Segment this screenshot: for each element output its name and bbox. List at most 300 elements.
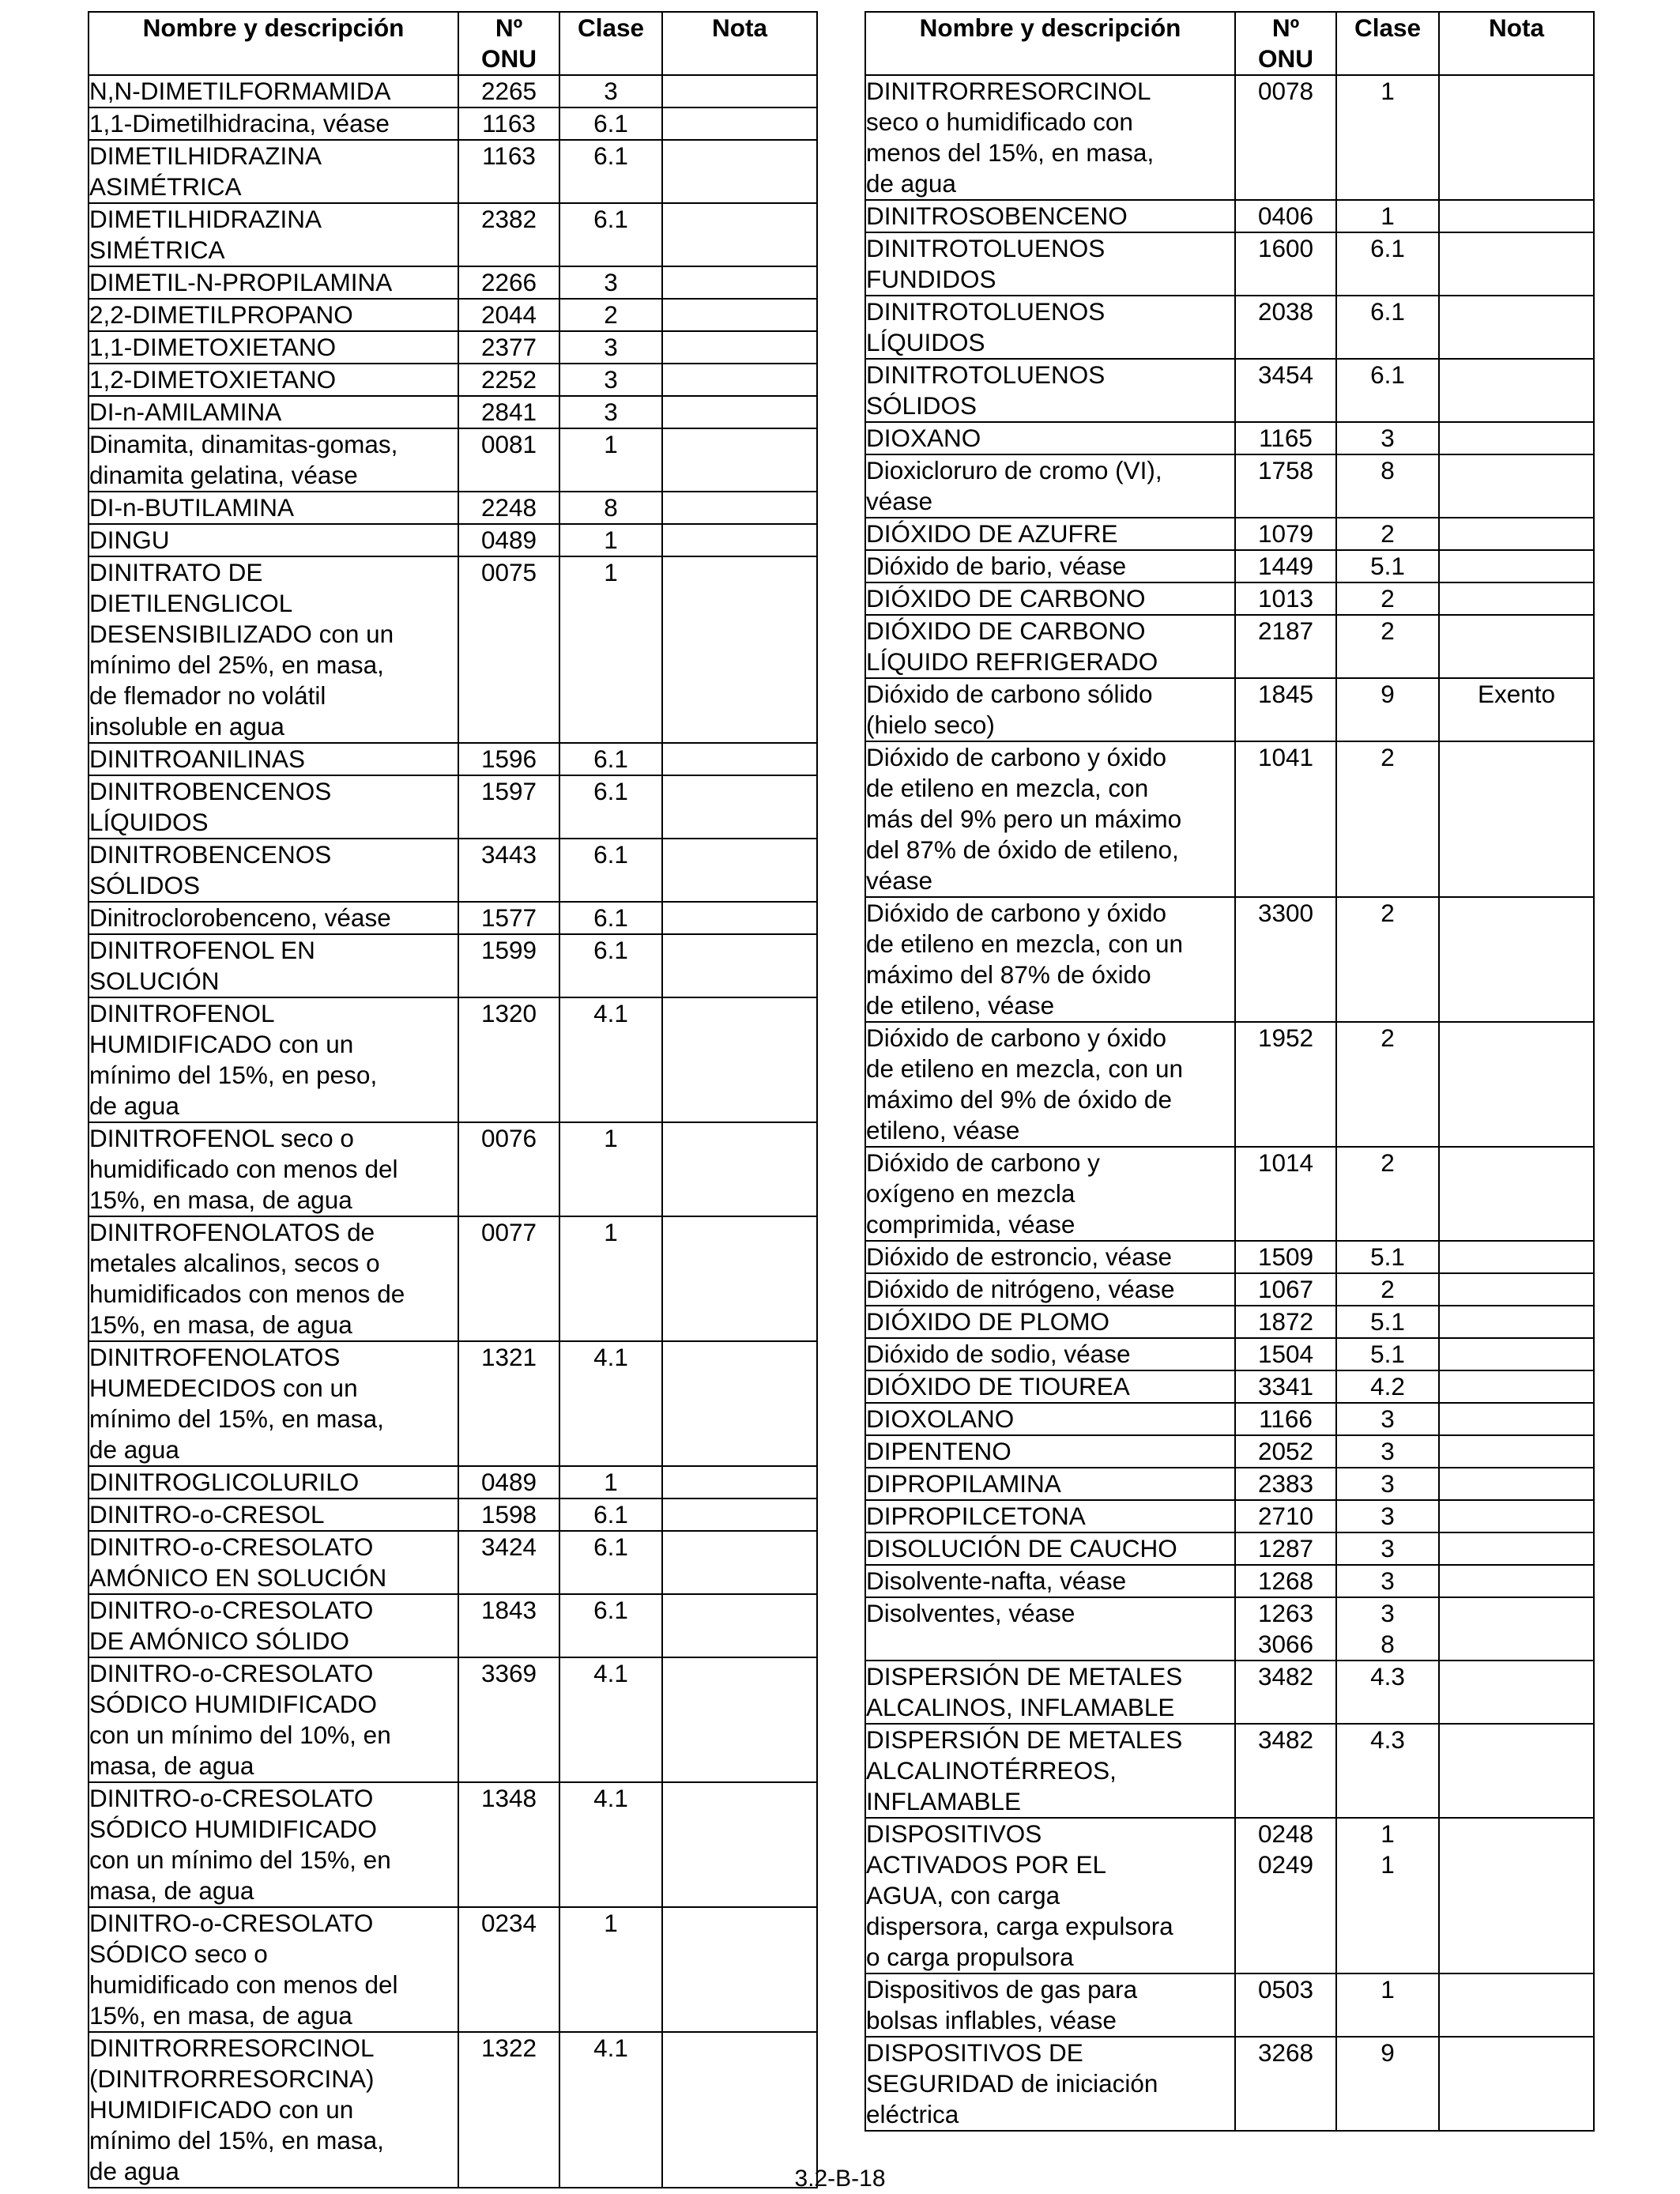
cell-onu: 3443 — [458, 839, 559, 902]
right-table — [864, 11, 1595, 2132]
table-row — [89, 331, 817, 364]
table-row — [89, 140, 817, 203]
table-row — [865, 1818, 1594, 1973]
cell-onu: 3482 — [1235, 1724, 1336, 1818]
cell-clase: 1 1 — [1336, 1818, 1439, 1973]
cell-nota — [662, 1531, 817, 1594]
cell-clase: 4.3 — [1336, 1724, 1439, 1818]
cell-name: DIÓXIDO DE TIOUREA — [865, 1370, 1235, 1403]
cell-nota — [662, 2032, 817, 2188]
cell-clase: 3 — [1336, 1403, 1439, 1435]
cell-onu: 2383 — [1235, 1468, 1336, 1500]
table-row — [89, 524, 817, 556]
table-row — [865, 678, 1594, 741]
cell-name: Dispositivos de gas para bolsas inflables, véase — [865, 1973, 1235, 2037]
cell-clase: 8 — [559, 492, 662, 524]
cell-onu: 3482 — [1235, 1661, 1336, 1724]
cell-name: DINITRO-o-CRESOLATO AMÓNICO EN SOLUCIÓN — [89, 1531, 458, 1594]
table-row — [865, 1724, 1594, 1818]
table-row — [865, 1973, 1594, 2037]
cell-onu: 1600 — [1235, 232, 1336, 296]
cell-nota — [1439, 615, 1594, 678]
cell-nota — [662, 1466, 817, 1498]
page-number: 3.2-B-18 — [794, 2166, 886, 2192]
cell-name: Disolventes, véase — [865, 1597, 1235, 1661]
cell-clase: 9 — [1336, 2037, 1439, 2131]
cell-onu: 1041 — [1235, 741, 1336, 897]
cell-name: 2,2-DIMETILPROPANO — [89, 299, 458, 331]
cell-nota — [1439, 1306, 1594, 1338]
cell-name: DIÓXIDO DE CARBONO LÍQUIDO REFRIGERADO — [865, 615, 1235, 678]
cell-clase: 3 — [1336, 1532, 1439, 1565]
cell-name: 1,2-DIMETOXIETANO — [89, 364, 458, 396]
cell-clase: 6.1 — [559, 934, 662, 997]
cell-onu: 1599 — [458, 934, 559, 997]
table-row — [865, 75, 1594, 200]
table-row — [89, 743, 817, 775]
cell-nota — [1439, 200, 1594, 232]
table-row — [865, 422, 1594, 454]
cell-onu: 1268 — [1235, 1565, 1336, 1597]
left-table-body — [89, 75, 817, 2188]
left-table — [88, 11, 818, 2188]
table-row — [89, 775, 817, 839]
table-row — [89, 396, 817, 428]
cell-clase: 9 — [1336, 678, 1439, 741]
cell-clase: 4.1 — [559, 2032, 662, 2188]
cell-onu: 2044 — [458, 299, 559, 331]
cell-nota — [1439, 1403, 1594, 1435]
cell-onu: 2266 — [458, 266, 559, 299]
cell-name: DIOXANO — [865, 422, 1235, 454]
cell-onu: 1758 — [1235, 454, 1336, 518]
header-nota: Nota — [1439, 12, 1594, 75]
cell-onu: 1165 — [1235, 422, 1336, 454]
cell-onu: 2052 — [1235, 1435, 1336, 1468]
table-row — [865, 1147, 1594, 1241]
table-row — [89, 1466, 817, 1498]
cell-onu: 2382 — [458, 203, 559, 266]
cell-clase: 6.1 — [559, 775, 662, 839]
cell-nota — [1439, 1973, 1594, 2037]
table-row — [89, 364, 817, 396]
cell-onu: 3341 — [1235, 1370, 1336, 1403]
cell-onu: 0076 — [458, 1122, 559, 1216]
cell-clase: 1 — [1336, 75, 1439, 200]
cell-nota — [662, 428, 817, 492]
cell-clase: 3 — [1336, 1500, 1439, 1532]
cell-onu: 1872 — [1235, 1306, 1336, 1338]
cell-clase: 1 — [559, 524, 662, 556]
table-row — [865, 1370, 1594, 1403]
cell-name: DI-n-AMILAMINA — [89, 396, 458, 428]
cell-name: DIPROPILAMINA — [865, 1468, 1235, 1500]
cell-clase: 2 — [559, 299, 662, 331]
cell-nota — [662, 1907, 817, 2032]
cell-name: DINITROTOLUENOS FUNDIDOS — [865, 232, 1235, 296]
table-row — [865, 1022, 1594, 1147]
right-table-body — [865, 75, 1594, 2131]
table-row — [865, 897, 1594, 1022]
table-row — [89, 934, 817, 997]
table-row — [89, 1122, 817, 1216]
cell-onu: 2252 — [458, 364, 559, 396]
cell-clase: 1 — [559, 556, 662, 743]
cell-clase: 1 — [559, 428, 662, 492]
table-row — [89, 997, 817, 1122]
cell-clase: 4.2 — [1336, 1370, 1439, 1403]
cell-onu: 0248 0249 — [1235, 1818, 1336, 1973]
cell-name: DINITRO-o-CRESOLATO SÓDICO seco o humidificado con menos del 15%, en masa, de agua — [89, 1907, 458, 2032]
cell-nota — [662, 1782, 817, 1907]
cell-onu: 0078 — [1235, 75, 1336, 200]
cell-onu: 0077 — [458, 1216, 559, 1341]
cell-name: DINITROFENOL seco o humidificado con menos del 15%, en masa, de agua — [89, 1122, 458, 1216]
cell-name: DIÓXIDO DE CARBONO — [865, 582, 1235, 615]
cell-nota — [662, 396, 817, 428]
cell-nota — [662, 299, 817, 331]
cell-nota — [662, 524, 817, 556]
cell-name: DINITROFENOLATOS HUMEDECIDOS con un mínimo del 15%, en masa, de agua — [89, 1341, 458, 1466]
cell-onu: 2248 — [458, 492, 559, 524]
table-row — [865, 1500, 1594, 1532]
cell-clase: 1 — [559, 1216, 662, 1341]
cell-name: Dióxido de sodio, véase — [865, 1338, 1235, 1370]
cell-nota — [662, 1122, 817, 1216]
table-row — [865, 582, 1594, 615]
cell-name: DISPOSITIVOS DE SEGURIDAD de iniciación eléctrica — [865, 2037, 1235, 2131]
cell-clase: 3 8 — [1336, 1597, 1439, 1661]
cell-nota — [1439, 1435, 1594, 1468]
cell-clase: 6.1 — [559, 107, 662, 140]
cell-nota — [1439, 741, 1594, 897]
cell-onu: 1320 — [458, 997, 559, 1122]
cell-nota — [662, 266, 817, 299]
cell-onu: 2187 — [1235, 615, 1336, 678]
cell-clase: 6.1 — [559, 203, 662, 266]
cell-onu: 3300 — [1235, 897, 1336, 1022]
cell-name: DIPROPILCETONA — [865, 1500, 1235, 1532]
cell-name: DIÓXIDO DE PLOMO — [865, 1306, 1235, 1338]
cell-name: DI-n-BUTILAMINA — [89, 492, 458, 524]
cell-nota — [1439, 75, 1594, 200]
cell-name: DIMETILHIDRAZINA SIMÉTRICA — [89, 203, 458, 266]
cell-nota — [1439, 1500, 1594, 1532]
cell-clase: 6.1 — [559, 140, 662, 203]
cell-clase: 5.1 — [1336, 1241, 1439, 1273]
cell-nota — [662, 364, 817, 396]
cell-onu: 1598 — [458, 1498, 559, 1531]
cell-name: Dióxido de carbono sólido (hielo seco) — [865, 678, 1235, 741]
cell-name: Dióxido de carbono y oxígeno en mezcla comprimida, véase — [865, 1147, 1235, 1241]
cell-onu: 2038 — [1235, 296, 1336, 359]
cell-clase: 4.1 — [559, 1782, 662, 1907]
cell-name: DIOXOLANO — [865, 1403, 1235, 1435]
cell-clase: 3 — [559, 331, 662, 364]
cell-nota — [1439, 296, 1594, 359]
cell-onu: 1163 — [458, 107, 559, 140]
header-onu: Nº ONU — [458, 12, 559, 75]
cell-nota — [662, 492, 817, 524]
table-row — [865, 1338, 1594, 1370]
cell-nota — [662, 331, 817, 364]
cell-name: Dióxido de bario, véase — [865, 550, 1235, 582]
cell-name: N,N-DIMETILFORMAMIDA — [89, 75, 458, 107]
table-row — [89, 428, 817, 492]
cell-name: DINITROFENOL EN SOLUCIÓN — [89, 934, 458, 997]
cell-nota — [662, 902, 817, 934]
table-row — [865, 1306, 1594, 1338]
cell-onu: 1504 — [1235, 1338, 1336, 1370]
cell-nota — [1439, 1724, 1594, 1818]
cell-onu: 1079 — [1235, 518, 1336, 550]
cell-onu: 1067 — [1235, 1273, 1336, 1306]
cell-name: DINGU — [89, 524, 458, 556]
cell-clase: 4.3 — [1336, 1661, 1439, 1724]
cell-onu: 2377 — [458, 331, 559, 364]
cell-nota — [662, 997, 817, 1122]
header-clase: Clase — [1336, 12, 1439, 75]
cell-name: DIÓXIDO DE AZUFRE — [865, 518, 1235, 550]
cell-clase: 5.1 — [1336, 550, 1439, 582]
cell-clase: 4.1 — [559, 997, 662, 1122]
cell-onu: 1952 — [1235, 1022, 1336, 1147]
header-clase: Clase — [559, 12, 662, 75]
cell-name: Dióxido de carbono y óxido de etileno en mezcla, con un máximo del 9% de óxido de etileno, véase — [865, 1022, 1235, 1147]
cell-name: DIMETIL-N-PROPILAMINA — [89, 266, 458, 299]
cell-name: 1,1-DIMETOXIETANO — [89, 331, 458, 364]
cell-onu: 1597 — [458, 775, 559, 839]
cell-clase: 6.1 — [559, 1498, 662, 1531]
cell-onu: 0075 — [458, 556, 559, 743]
cell-name: Disolvente-nafta, véase — [865, 1565, 1235, 1597]
cell-clase: 5.1 — [1336, 1338, 1439, 1370]
cell-name: DINITRATO DE DIETILENGLICOL DESENSIBILIZADO con un mínimo del 25%, en masa, de flemador no volátil insoluble en agua — [89, 556, 458, 743]
cell-clase: 2 — [1336, 741, 1439, 897]
cell-nota — [662, 1216, 817, 1341]
cell-nota: Exento — [1439, 678, 1594, 741]
cell-nota — [662, 107, 817, 140]
table-row — [865, 518, 1594, 550]
cell-name: DINITRO-o-CRESOLATO SÓDICO HUMIDIFICADO con un mínimo del 10%, en masa, de agua — [89, 1657, 458, 1782]
cell-name: DIPENTENO — [865, 1435, 1235, 1468]
table-row — [865, 2037, 1594, 2131]
cell-clase: 1 — [1336, 1973, 1439, 2037]
cell-clase: 3 — [559, 75, 662, 107]
cell-onu: 3369 — [458, 1657, 559, 1782]
cell-clase: 2 — [1336, 615, 1439, 678]
cell-name: DIMETILHIDRAZINA ASIMÉTRICA — [89, 140, 458, 203]
table-row — [865, 1241, 1594, 1273]
cell-onu: 1013 — [1235, 582, 1336, 615]
cell-clase: 2 — [1336, 518, 1439, 550]
cell-nota — [662, 743, 817, 775]
cell-clase: 2 — [1336, 1147, 1439, 1241]
cell-name: 1,1-Dimetilhidracina, véase — [89, 107, 458, 140]
cell-nota — [1439, 1468, 1594, 1500]
cell-clase: 2 — [1336, 897, 1439, 1022]
cell-nota — [1439, 1818, 1594, 1973]
cell-nota — [662, 775, 817, 839]
table-row — [89, 299, 817, 331]
cell-onu: 0489 — [458, 1466, 559, 1498]
table-row — [89, 839, 817, 902]
cell-clase: 8 — [1336, 454, 1439, 518]
table-row — [865, 232, 1594, 296]
cell-name: Dinamita, dinamitas-gomas, dinamita gelatina, véase — [89, 428, 458, 492]
cell-nota — [1439, 582, 1594, 615]
cell-name: DINITROSOBENCENO — [865, 200, 1235, 232]
cell-onu: 1322 — [458, 2032, 559, 2188]
cell-onu: 1166 — [1235, 1403, 1336, 1435]
table-row — [865, 1661, 1594, 1724]
cell-name: Dióxido de estroncio, véase — [865, 1241, 1235, 1273]
table-row — [865, 1403, 1594, 1435]
cell-nota — [662, 839, 817, 902]
header-nota: Nota — [662, 12, 817, 75]
cell-clase: 3 — [559, 364, 662, 396]
cell-clase: 1 — [1336, 200, 1439, 232]
cell-nota — [1439, 454, 1594, 518]
cell-clase: 3 — [1336, 1468, 1439, 1500]
cell-name: DINITROBENCENOS LÍQUIDOS — [89, 775, 458, 839]
cell-clase: 4.1 — [559, 1657, 662, 1782]
cell-onu: 2265 — [458, 75, 559, 107]
header-name: Nombre y descripción — [865, 12, 1235, 75]
cell-nota — [1439, 897, 1594, 1022]
cell-name: DINITRORRESORCINOL seco o humidificado con menos del 15%, en masa, de agua — [865, 75, 1235, 200]
table-row — [89, 1531, 817, 1594]
cell-nota — [1439, 359, 1594, 422]
cell-onu: 1845 — [1235, 678, 1336, 741]
cell-onu: 3454 — [1235, 359, 1336, 422]
table-row — [89, 1657, 817, 1782]
table-row — [89, 1594, 817, 1657]
cell-nota — [1439, 1241, 1594, 1273]
cell-clase: 3 — [1336, 1435, 1439, 1468]
table-row — [865, 1468, 1594, 1500]
table-row — [89, 1907, 817, 2032]
cell-clase: 6.1 — [559, 743, 662, 775]
cell-onu: 2710 — [1235, 1500, 1336, 1532]
table-row — [865, 1597, 1594, 1661]
cell-nota — [662, 1341, 817, 1466]
cell-onu: 1348 — [458, 1782, 559, 1907]
cell-clase: 4.1 — [559, 1341, 662, 1466]
cell-nota — [1439, 232, 1594, 296]
cell-nota — [662, 140, 817, 203]
cell-name: DINITROANILINAS — [89, 743, 458, 775]
cell-onu: 1014 — [1235, 1147, 1336, 1241]
cell-clase: 2 — [1336, 1273, 1439, 1306]
cell-name: DINITRO-o-CRESOLATO SÓDICO HUMIDIFICADO con un mínimo del 15%, en masa, de agua — [89, 1782, 458, 1907]
table-row — [865, 1532, 1594, 1565]
cell-name: DINITRO-o-CRESOLATO DE AMÓNICO SÓLIDO — [89, 1594, 458, 1657]
table-row — [865, 615, 1594, 678]
table-row — [89, 492, 817, 524]
cell-nota — [1439, 1565, 1594, 1597]
cell-onu: 0503 — [1235, 1973, 1336, 2037]
cell-nota — [1439, 1370, 1594, 1403]
cell-onu: 1321 — [458, 1341, 559, 1466]
cell-name: DISPERSIÓN DE METALES ALCALINOS, INFLAMABLE — [865, 1661, 1235, 1724]
cell-name: DISOLUCIÓN DE CAUCHO — [865, 1532, 1235, 1565]
cell-clase: 1 — [559, 1907, 662, 2032]
cell-clase: 3 — [1336, 422, 1439, 454]
cell-name: DISPERSIÓN DE METALES ALCALINOTÉRREOS, INFLAMABLE — [865, 1724, 1235, 1818]
cell-clase: 1 — [559, 1466, 662, 1498]
cell-onu: 3424 — [458, 1531, 559, 1594]
cell-clase: 6.1 — [1336, 296, 1439, 359]
cell-onu: 1263 3066 — [1235, 1597, 1336, 1661]
cell-nota — [662, 75, 817, 107]
header-name: Nombre y descripción — [89, 12, 458, 75]
cell-nota — [1439, 1147, 1594, 1241]
table-row — [865, 1565, 1594, 1597]
cell-name: Dióxido de nitrógeno, véase — [865, 1273, 1235, 1306]
cell-name: DINITRORRESORCINOL (DINITRORRESORCINA) HUMIDIFICADO con un mínimo del 15%, en masa, de agua — [89, 2032, 458, 2188]
cell-onu: 1596 — [458, 743, 559, 775]
header-row — [89, 12, 817, 75]
cell-name: DINITROBENCENOS SÓLIDOS — [89, 839, 458, 902]
cell-clase: 6.1 — [559, 902, 662, 934]
cell-onu: 0081 — [458, 428, 559, 492]
cell-clase: 3 — [559, 396, 662, 428]
cell-nota — [662, 1657, 817, 1782]
cell-onu: 0234 — [458, 1907, 559, 2032]
cell-clase: 2 — [1336, 1022, 1439, 1147]
table-row — [89, 266, 817, 299]
cell-clase: 3 — [1336, 1565, 1439, 1597]
cell-name: DISPOSITIVOS ACTIVADOS POR EL AGUA, con carga dispersora, carga expulsora o carga propulsora — [865, 1818, 1235, 1973]
cell-clase: 2 — [1336, 582, 1439, 615]
table-row — [89, 75, 817, 107]
table-row — [89, 107, 817, 140]
cell-name: DINITROTOLUENOS LÍQUIDOS — [865, 296, 1235, 359]
cell-clase: 6.1 — [1336, 359, 1439, 422]
table-row — [89, 1341, 817, 1466]
cell-name: Dióxido de carbono y óxido de etileno en mezcla, con más del 9% pero un máximo del 87% de óxido de etileno, véase — [865, 741, 1235, 897]
cell-nota — [1439, 1661, 1594, 1724]
cell-nota — [662, 1594, 817, 1657]
cell-onu: 1163 — [458, 140, 559, 203]
table-row — [865, 741, 1594, 897]
cell-clase: 1 — [559, 1122, 662, 1216]
cell-clase: 3 — [559, 266, 662, 299]
table-row — [89, 1216, 817, 1341]
cell-onu: 1509 — [1235, 1241, 1336, 1273]
cell-onu: 1449 — [1235, 550, 1336, 582]
cell-nota — [1439, 1022, 1594, 1147]
cell-nota — [1439, 518, 1594, 550]
cell-name: Dióxido de carbono y óxido de etileno en mezcla, con un máximo del 87% de óxido de etileno, véase — [865, 897, 1235, 1022]
cell-clase: 6.1 — [559, 1594, 662, 1657]
header-onu: Nº ONU — [1235, 12, 1336, 75]
cell-nota — [662, 556, 817, 743]
cell-clase: 6.1 — [559, 839, 662, 902]
table-row — [865, 296, 1594, 359]
table-row — [865, 550, 1594, 582]
cell-clase: 5.1 — [1336, 1306, 1439, 1338]
cell-onu: 1577 — [458, 902, 559, 934]
table-row — [865, 1273, 1594, 1306]
cell-nota — [662, 934, 817, 997]
cell-name: DINITROFENOL HUMIDIFICADO con un mínimo del 15%, en peso, de agua — [89, 997, 458, 1122]
cell-onu: 2841 — [458, 396, 559, 428]
table-row — [865, 454, 1594, 518]
cell-onu: 3268 — [1235, 2037, 1336, 2131]
cell-clase: 6.1 — [1336, 232, 1439, 296]
